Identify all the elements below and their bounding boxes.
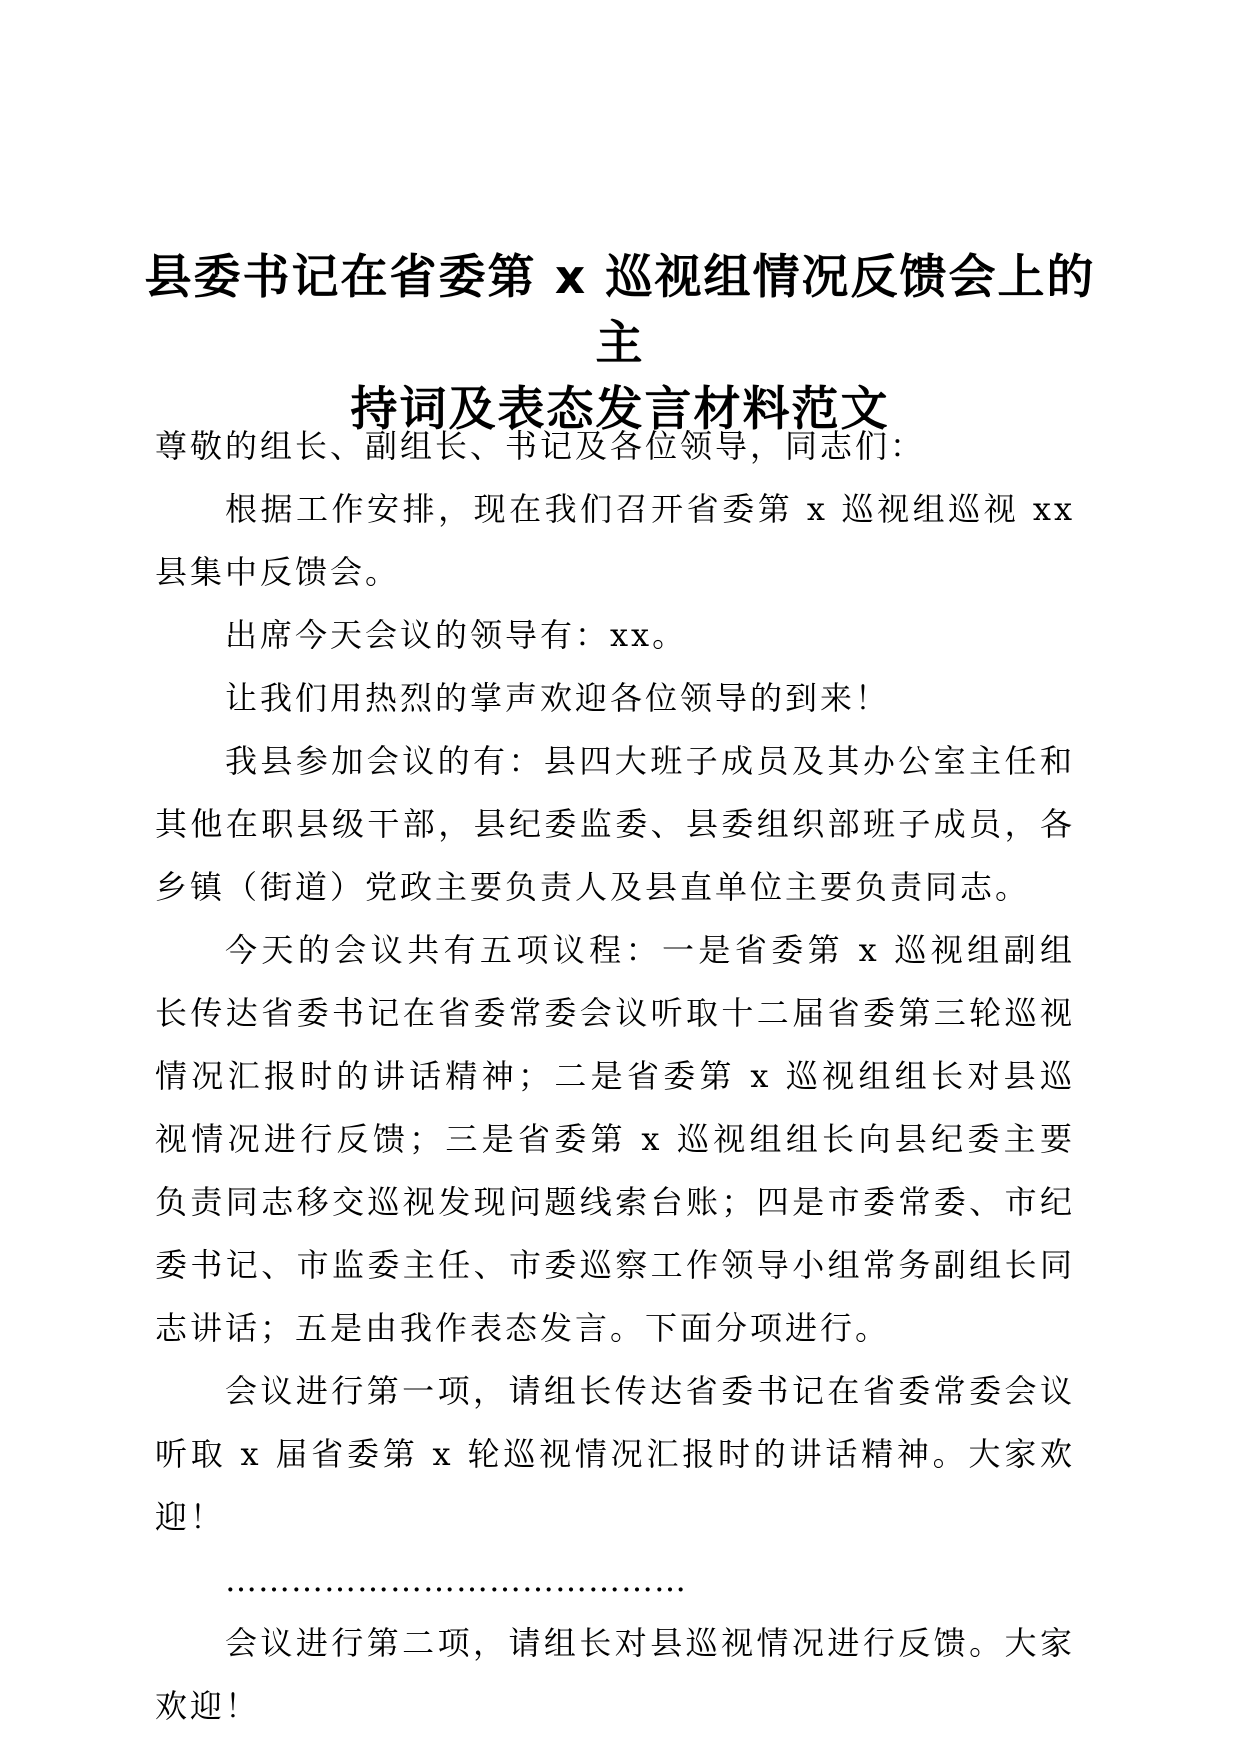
title-line-2: 持词及表态发言材料范文 [350, 382, 890, 437]
salutation: 尊敬的组长、副组长、书记及各位领导，同志们： [155, 427, 926, 465]
paragraph-county-attendees: 我县参加会议的有：县四大班子成员及其办公室主任和其他在职县级干部，县纪委监委、县委组织部班子成员，各乡镇（街道）党政主要负责人及县直单位主要负责同志。 [155, 742, 1075, 906]
title-line-1: 县委书记在省委第 x 巡视组情况反馈会上的主 [144, 250, 1096, 371]
paragraph-purpose: 根据工作安排，现在我们召开省委第 x 巡视组巡视 xx 县集中反馈会。 [155, 490, 1075, 591]
paragraph-item-two: 会议进行第二项，请组长对县巡视情况进行反馈。大家欢迎！ [155, 1624, 1075, 1725]
paragraph-attending-leaders: 出席今天会议的领导有：xx。 [225, 616, 688, 654]
document-body [155, 415, 1075, 1738]
paragraph-welcome: 让我们用热烈的掌声欢迎各位领导的到来！ [225, 679, 891, 717]
separator-dots: …………………………………… [225, 1561, 687, 1599]
document-title [120, 245, 1120, 443]
paragraph-agenda: 今天的会议共有五项议程：一是省委第 x 巡视组副组长传达省委书记在省委常委会议听取十二届省委第三轮巡视情况汇报时的讲话精神；二是省委第 x 巡视组组长对县巡视情况进行反馈；三是省委第 x 巡视组组长向县纪委主要负责同志移交巡视发现问题线索台账；四是市委常委、市纪委书记、市监委主任、市委巡察工作领导小组常务副组长同志讲话；五是由我作表态发言。下面分项进行。 [155, 931, 1075, 1347]
paragraph-item-one: 会议进行第一项，请组长传达省委书记在省委常委会议听取 x 届省委第 x 轮巡视情况汇报时的讲话精神。大家欢迎！ [155, 1372, 1075, 1536]
